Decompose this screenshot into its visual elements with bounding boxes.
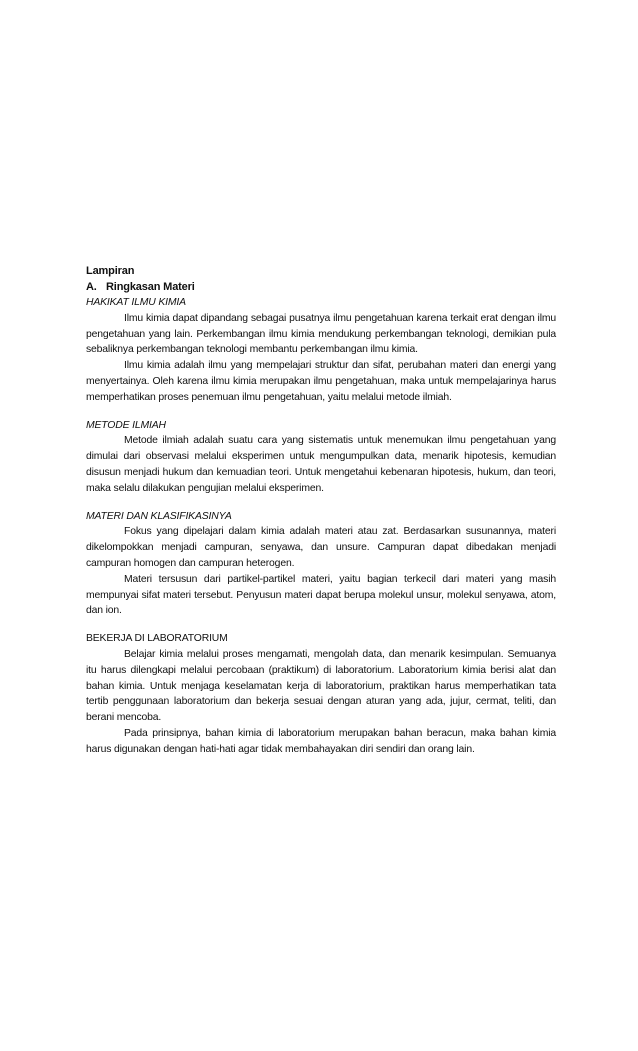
paragraph: Ilmu kimia adalah ilmu yang mempelajari struktur dan sifat, perubahan materi dan energi yang menyertainya. Oleh karena ilmu kimia merupakan ilmu pengetahuan, maka untuk mempelajarinya harus memperhatikan proses penemuan ilmu pengetahuan, yaitu melalui metode ilmiah.	[86, 360, 556, 403]
section-heading: BEKERJA DI LABORATORIUM	[86, 633, 228, 645]
paragraph: Ilmu kimia dapat dipandang sebagai pusatnya ilmu pengetahuan karena terkait erat dengan ilmu pengetahuan yang lain. Perkembangan ilmu kimia mendukung perkembangan teknologi, demikian pula sebaliknya perkembangan teknologi membantu perkembangan ilmu kimia.	[86, 312, 556, 356]
section-bekerja-di-laboratorium	[86, 631, 556, 757]
summary-title: Ringkasan Materi	[106, 280, 195, 293]
section-heading: MATERI DAN KLASIFIKASINYA	[86, 510, 232, 522]
paragraph: Pada prinsipnya, bahan kimia di laboratorium merupakan bahan beracun, maka bahan kimia harus digunakan dengan hati-hati agar tidak membahayakan diri sendiri dan orang lain.	[86, 727, 556, 755]
paragraph: Metode ilmiah adalah suatu cara yang sistematis untuk menemukan ilmu pengetahuan yang dimulai dari observasi melalui eksperimen untuk mengumpulkan data, menarik hipotesis, kemudian disusun menjadi hukum dan kemuadian teori. Untuk mengetahui kebenaran hipotesis, hukum, dan teori, maka selalu dilakukan pengujian melalui eksperimen.	[86, 435, 556, 494]
section-hakikat-ilmu-kimia	[86, 295, 556, 406]
paragraph: Fokus yang dipelajari dalam kimia adalah materi atau zat. Berdasarkan susunannya, materi dikelompokkan menjadi campuran, senyawa, dan unsure. Campuran dapat dibedakan menjadi campuran homogen dan campuran heterogen.	[86, 526, 556, 569]
summary-heading	[86, 280, 556, 296]
paragraph: Materi tersusun dari partikel-partikel materi, yaitu bagian terkecil dari materi yang masih mempunyai sifat materi tersebut. Penyusun materi dapat berupa molekul unsur, molekul senyawa, atom, dan ion.	[86, 573, 556, 617]
summary-label: A.	[86, 280, 97, 293]
paragraph: Belajar kimia melalui proses mengamati, mengolah data, dan menarik kesimpulan. Semuanya itu harus dilengkapi melalui percobaan (praktikum) di laboratorium. Laboratorium kimia berisi alat dan bahan kimia. Untuk menjaga keselamatan kerja di laboratorium, praktikan harus memperhatikan tata tertib penggunaan laboratorium dan bekerja sesuai dengan aturan yang ada, jujur, cermat, teliti, dan berani mencoba.	[86, 648, 556, 724]
section-heading: METODE ILMIAH	[86, 419, 166, 431]
section-metode-ilmiah	[86, 418, 556, 497]
section-heading: HAKIKAT ILMU KIMIA	[86, 297, 186, 308]
section-materi-dan-klasifikasinya	[86, 509, 556, 620]
document-page	[86, 264, 556, 758]
appendix-title: Lampiran	[86, 265, 135, 277]
